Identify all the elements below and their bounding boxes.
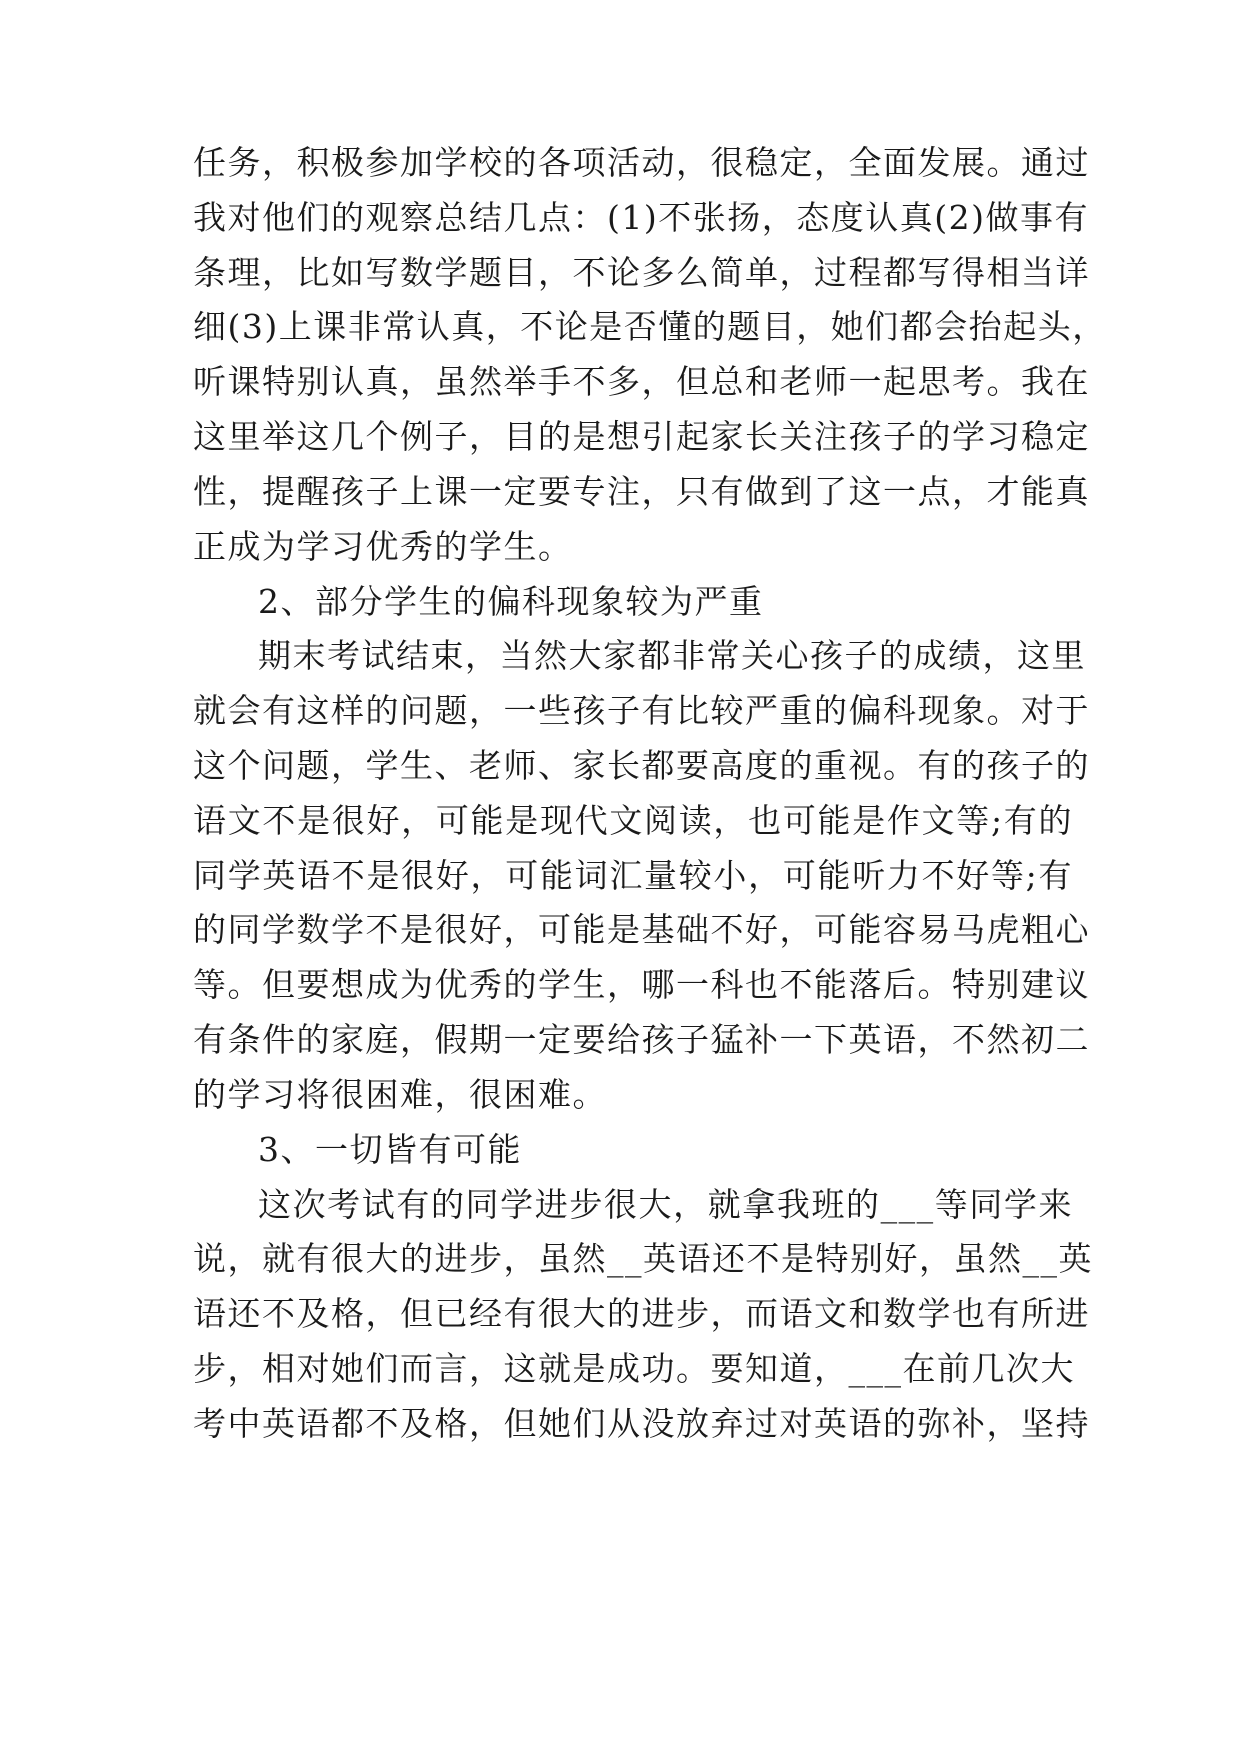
text-line: 条理，比如写数学题目，不论多么简单，过程都写得相当详 — [193, 253, 1090, 292]
text-line: 我对他们的观察总结几点：(1)不张扬，态度认真(2)做事有 — [193, 198, 1089, 237]
text-line: 同学英语不是很好，可能词汇量较小，可能听力不好等;有 — [193, 856, 1073, 895]
text-line: 这次考试有的同学进步很大，就拿我班的___等同学来 — [258, 1185, 1073, 1224]
text-line: 细(3)上课非常认真，不论是否懂的题目，她们都会抬起头， — [193, 307, 1107, 346]
text-line: 性，提醒孩子上课一定要专注，只有做到了这一点，才能真 — [193, 472, 1090, 511]
text-line: 期末考试结束，当然大家都非常关心孩子的成绩，这里 — [258, 636, 1086, 675]
text-line: 就会有这样的问题，一些孩子有比较严重的偏科现象。对于 — [193, 691, 1090, 730]
text-line: 听课特别认真，虽然举手不多，但总和老师一起思考。我在 — [193, 362, 1090, 401]
text-line: 有条件的家庭，假期一定要给孩子猛补一下英语，不然初二 — [193, 1020, 1090, 1059]
text-line: 说，就有很大的进步，虽然__英语还不是特别好，虽然__英 — [193, 1239, 1093, 1278]
text-line: 的同学数学不是很好，可能是基础不好，可能容易马虎粗心 — [193, 910, 1090, 949]
text-line: 语文不是很好，可能是现代文阅读，也可能是作文等;有的 — [193, 801, 1073, 840]
text-line: 步，相对她们而言，这就是成功。要知道，___在前几次大 — [193, 1349, 1075, 1388]
text-line: 这里举这几个例子，目的是想引起家长关注孩子的学习稳定 — [193, 417, 1090, 456]
text-line: 等。但要想成为优秀的学生，哪一科也不能落后。特别建议 — [193, 965, 1090, 1004]
text-line: 这个问题，学生、老师、家长都要高度的重视。有的孩子的 — [193, 746, 1090, 785]
section-heading: 2、部分学生的偏科现象较为严重 — [258, 582, 764, 621]
text-line: 的学习将很困难，很困难。 — [193, 1075, 607, 1114]
text-line: 语还不及格，但已经有很大的进步，而语文和数学也有所进 — [193, 1294, 1090, 1333]
text-line: 任务，积极参加学校的各项活动，很稳定，全面发展。通过 — [193, 143, 1090, 182]
text-line: 考中英语都不及格，但她们从没放弃过对英语的弥补，坚持 — [193, 1404, 1090, 1443]
section-heading: 3、一切皆有可能 — [258, 1130, 522, 1169]
text-line: 正成为学习优秀的学生。 — [193, 527, 573, 566]
